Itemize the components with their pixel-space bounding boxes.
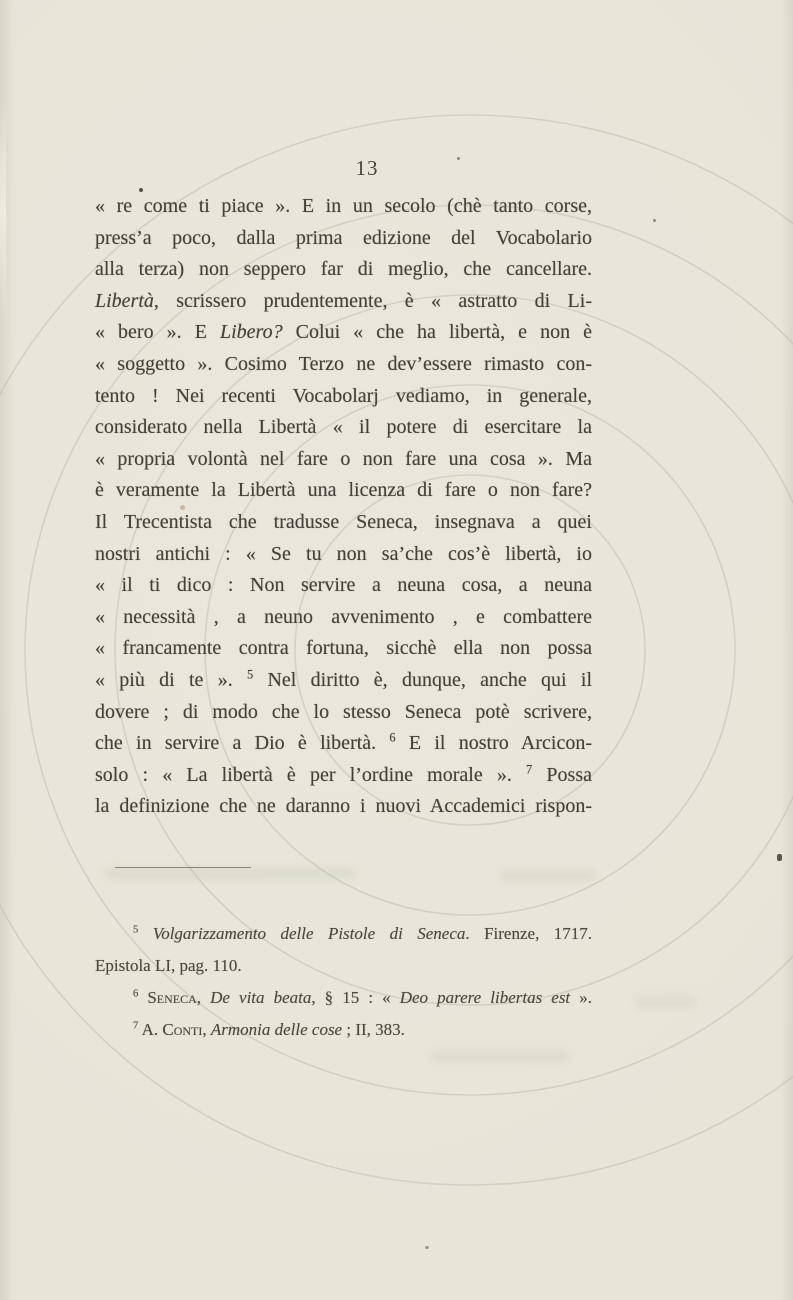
show-through-smudge (105, 868, 355, 879)
text-line: $^7$ A. Conti, Armonia delle cose ; II, 383. (133, 1020, 405, 1039)
text-line: press’a poco, dalla prima edizione del Vocabolario (95, 226, 592, 249)
paper-speck (457, 157, 460, 160)
text-line: la definizione che ne daranno i nuovi Accademici rispon- (95, 795, 592, 818)
text-line: « re come ti piace ». E in un secolo (chè tanto corse, (95, 195, 592, 217)
text-line: $^5$ Volgarizzamento delle Pistole di Seneca. Firenze, 1717. (133, 924, 593, 943)
page-number: 13 (355, 156, 379, 180)
page-edge-highlight (0, 95, 6, 325)
text-line: Epistola LI, pag. 110. (95, 956, 242, 975)
paper-speck (777, 854, 782, 861)
paper-speck (653, 219, 656, 222)
paper-speck (180, 505, 185, 510)
footnote-separator (115, 867, 251, 868)
body-text (95, 191, 592, 823)
paper-speck (425, 1246, 429, 1249)
text-line: « più di te ». $^5$ Nel diritto è, dunque, anche qui il (95, 667, 593, 691)
text-line: è veramente la Libertà una licenza di fare o non fare? (95, 479, 592, 502)
text-line: nostri antichi : « Se tu non sa’che cos’è libertà, io (95, 542, 592, 565)
text-line: dovere ; di modo che lo stesso Seneca potè scrivere, (95, 700, 592, 723)
text-line: « soggetto ». Cosimo Terzo ne dev’essere rimasto con- (95, 352, 592, 375)
footnotes (95, 918, 592, 1046)
text-line: alla terza) non seppero far di meglio, che cancellare. (95, 258, 592, 281)
text-line: « bero ». E Libero? Colui « che ha libertà, e non è (95, 321, 592, 344)
text-line: tento ! Nei recenti Vocabolarj vediamo, in generale, (95, 384, 592, 407)
text-line: « propria volontà nel fare o non fare una cosa ». Ma (95, 447, 592, 470)
paper-speck (139, 188, 143, 192)
text-line: « necessità , a neuno avvenimento , e combattere (95, 605, 592, 628)
text-line: considerato nella Libertà « il potere di esercitare la (95, 416, 592, 439)
text-line: « francamente contra fortuna, sicchè ella non possa (95, 637, 592, 660)
text-line: Libertà, scrissero prudentemente, è « astratto di Li- (95, 289, 592, 312)
text-line: Il Trecentista che tradusse Seneca, insegnava a quei (95, 510, 592, 533)
show-through-smudge (500, 870, 595, 881)
show-through-smudge (430, 1051, 570, 1062)
text-line: che in servire a Dio è libertà. $^6$ E il nostro Arcicon- (95, 730, 592, 755)
show-through-smudge (636, 996, 696, 1007)
text-line: solo : « La libertà è per l’ordine morale ». $^7$ Possa (95, 762, 592, 786)
text-line: $^6$ Seneca, De vita beata, § 15 : « Deo parere libertas est ». (133, 988, 592, 1007)
text-line: « il ti dico : Non servire a neuna cosa, a neuna (95, 574, 592, 597)
